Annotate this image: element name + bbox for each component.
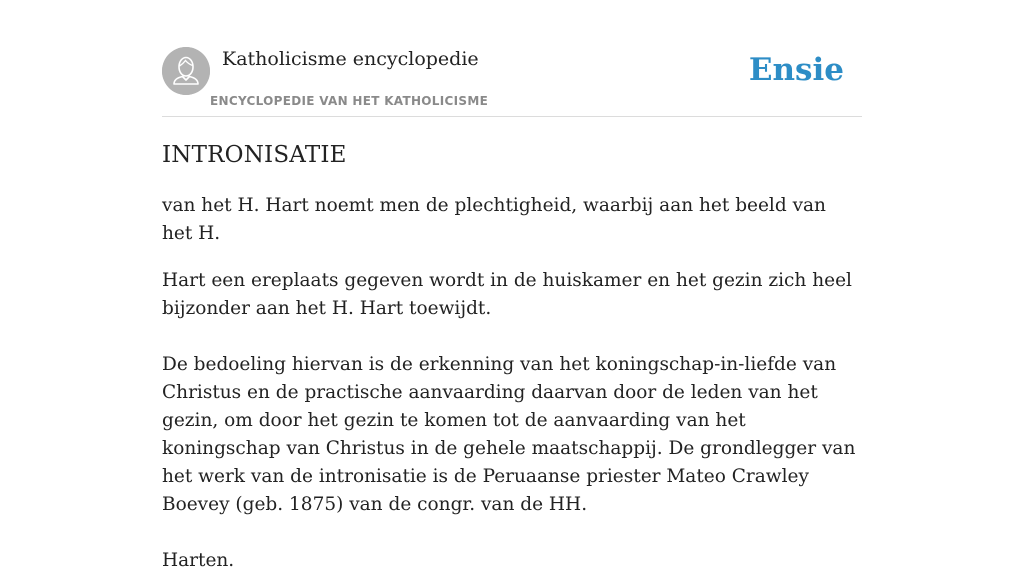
user-silhouette-icon — [162, 47, 210, 95]
article-paragraph: van het H. Hart noemt men de plechtigheid, waarbij aan het beeld van het H. — [162, 195, 826, 244]
article-paragraph: De bedoeling hiervan is de erkenning van het koningschap-in-liefde van Christus en de practische aanvaarding daarvan door de leden van het gezin, om door het gezin te komen tot de aanvaarding van het koningschap van Christus in de gehele maatschappij. De grondlegger van het werk van de intronisatie is de Peruaanse priester Mateo Crawley Boevey (geb. 1875) van de congr. van de HH. — [162, 354, 856, 515]
header — [162, 47, 862, 117]
article-title: INTRONISATIE — [162, 142, 347, 168]
article — [162, 138, 862, 575]
article-paragraph: Harten. — [162, 550, 235, 571]
avatar[interactable] — [162, 47, 210, 95]
brand-logo[interactable]: Ensie — [748, 52, 844, 88]
site-title[interactable]: Katholicisme encyclopedie — [222, 48, 479, 70]
article-paragraph: Hart een ereplaats gegeven wordt in de huiskamer en het gezin zich heel bijzonder aan het H. Hart toewijdt. — [162, 270, 852, 319]
site-subtitle[interactable]: ENCYCLOPEDIE VAN HET KATHOLICISME — [210, 94, 489, 108]
